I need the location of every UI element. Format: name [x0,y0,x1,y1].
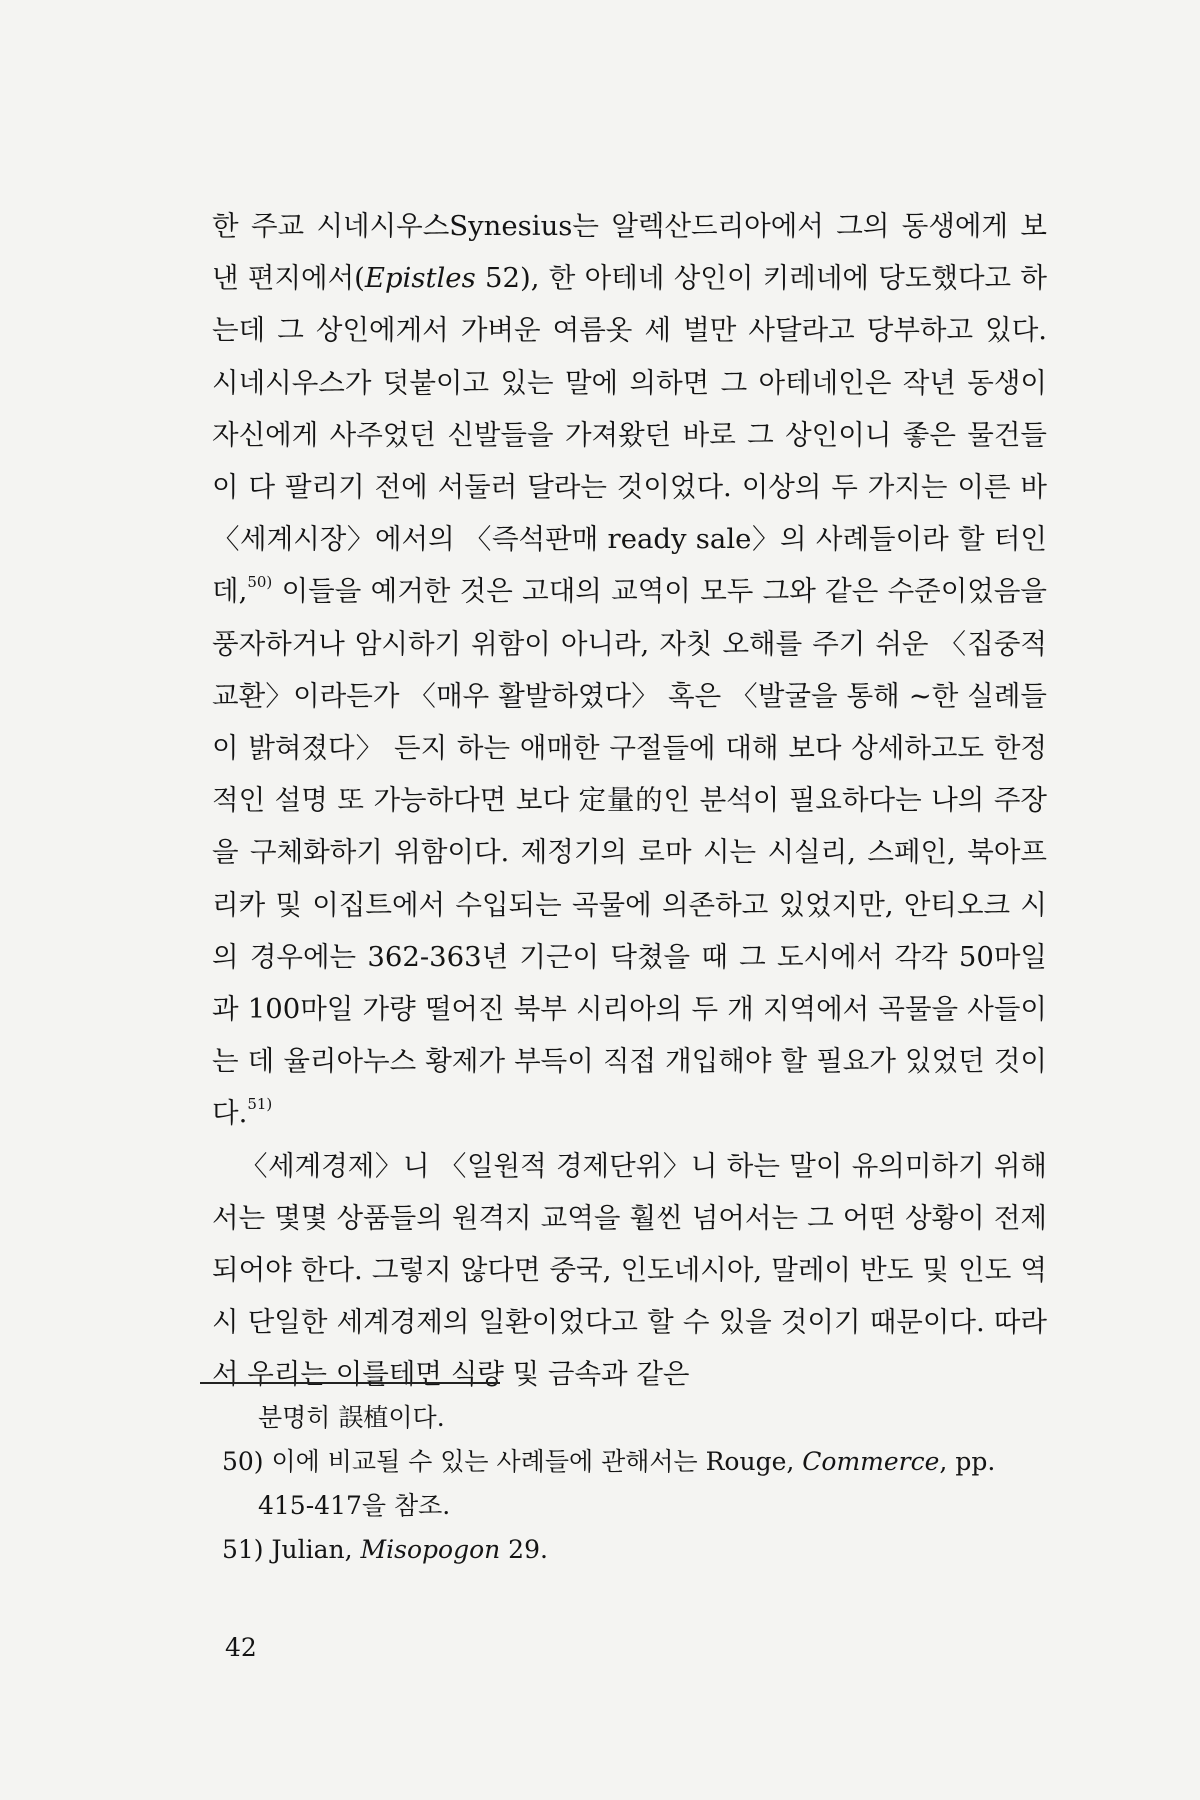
paragraph-1-text-c: 이들을 예거한 것은 고대의 교역이 모두 그와 같은 수준이었음을 풍자하거나 암시하기 위함이 아니라, 자칫 오해를 주기 쉬운 〈집중적 교환〉이라든가 〈매우 활발하였다〉 혹은 〈발굴을 통해 ~한 실례들이 밝혀졌다〉 든지 하는 애매한 구절들에 대해 보다 상세하고도 한정적인 설명 또 가능하다면 보다 定量的인 분석이 필요하다는 나의 주장을 구체화하기 위함이다. 제정기의 로마 시는 시실리, 스페인, 북아프리카 및 이집트에서 수입되는 곡물에 의존하고 있었지만, 안티오크 시의 경우에는 362-363년 기근이 닥쳤을 때 그 도시에서 각각 50마일과 100마일 가량 떨어진 북부 시리아의 두 개 지역에서 곡물을 사들이는 데 율리아누스 황제가 부득이 직접 개입해야 할 필요가 있었던 것이다. [212,575,1047,1130]
footnote-50-text-b: , pp. 415-417을 참조. [258,1447,996,1520]
body-text [212,200,1047,1401]
page-number: 42 [225,1633,257,1662]
footnote-continuation: 분명히 誤植이다. [258,1403,445,1432]
footnote-51 [222,1528,1052,1572]
footnote-ref-50: 50) [247,573,273,592]
commerce-title: Commerce [802,1447,940,1476]
footnote-ref-51: 51) [247,1095,273,1114]
footnote-separator [200,1382,500,1384]
misopogon-title: Misopogon [360,1535,501,1564]
epistles-title: Epistles [364,262,476,295]
paragraph-1 [212,200,1047,1140]
footnote-51-text-b: 29. [500,1535,548,1564]
footnote-50 [222,1440,1052,1528]
paragraph-1-text-b: 52), 한 아테네 상인이 키레네에 당도했다고 하는데 그 상인에게서 가벼운 여름옷 세 벌만 사달라고 당부하고 있다. 시네시우스가 덧붙이고 있는 말에 의하면 그 아테네인은 작년 동생이 자신에게 사주었던 신발들을 가져왔던 바로 그 상인이니 좋은 물건들이 다 팔리기 전에 서둘러 달라는 것이었다. 이상의 두 가지는 이른 바 〈세계시장〉에서의 〈즉석판매 ready sale〉의 사례들이라 할 터인데, [212,262,1047,608]
footnote-51-text-a: Julian, [271,1535,361,1564]
footnote-51-number: 51) [222,1535,264,1564]
footnote-50-text-a: 이에 비교될 수 있는 사례들에 관해서는 Rouge, [271,1447,803,1476]
paragraph-2: 〈세계경제〉니 〈일원적 경제단위〉니 하는 말이 유의미하기 위해서는 몇몇 상품들의 원격지 교역을 훨씬 넘어서는 그 어떤 상황이 전제되어야 한다. 그렇지 않다면 중국, 인도네시아, 말레이 반도 및 인도 역시 단일한 세계경제의 일환이었다고 할 수 있을 것이기 때문이다. 따라서 우리는 이를테면 식량 및 금속과 같은 [212,1149,1047,1391]
footnotes [222,1396,1052,1572]
paragraph-1-text-a: 한 주교 시네시우스Synesius는 알렉산드리아에서 그의 동생에게 보낸 편지에서( [212,210,1047,295]
footnote-50-number: 50) [222,1447,264,1476]
